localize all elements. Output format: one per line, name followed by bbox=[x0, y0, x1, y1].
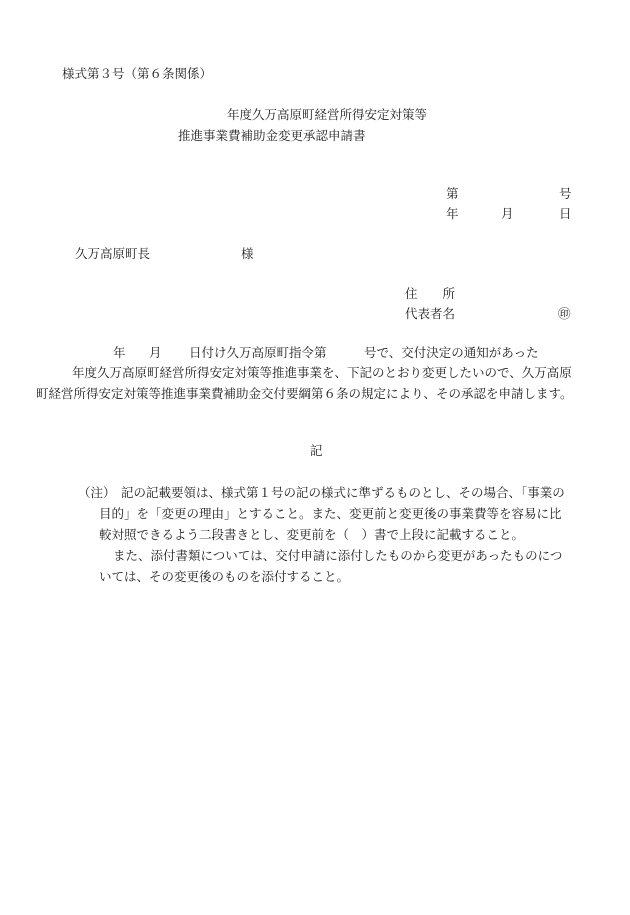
addressee-honorific: 様 bbox=[241, 246, 254, 261]
body-paragraph: 年度久万高原町経営所得安定対策等推進事業を、下記のとおり変更したいので、久万高原町経営所得安定対策等推進事業費補助金交付要綱第６条の規定により、その承認を申請します。 bbox=[36, 365, 573, 401]
date-year: 年 bbox=[446, 206, 459, 221]
doc-number-dai: 第 bbox=[446, 186, 459, 201]
note-line-5: いては、その変更後のものを添付すること。 bbox=[99, 569, 350, 584]
title-line-1: 年度久万高原町経営所得安定対策等 bbox=[227, 107, 428, 122]
note-line-1: 記の記載要領は、様式第１号の記の様式に準ずるものとし、その場合、「事業の bbox=[121, 485, 565, 500]
title-line-2: 推進事業費補助金変更承認申請書 bbox=[178, 128, 366, 143]
doc-number-go: 号 bbox=[559, 186, 572, 201]
body-year: 年 bbox=[113, 345, 126, 360]
note-line-2: 目的」を「変更の理由」とすること。また、変更前と変更後の事業費等を容易に比 bbox=[99, 506, 562, 521]
addressee-name: 久万高原町長 bbox=[75, 246, 151, 261]
note-line-4: また、添付書類については、交付申請に添付したものから変更があったものにつ bbox=[113, 548, 563, 563]
note-line-3: 較対照できるよう二段書きとし、変更前を（ ）書で上段に記載すること。 bbox=[99, 527, 525, 542]
date-day: 日 bbox=[559, 206, 572, 221]
ki-heading: 記 bbox=[310, 443, 323, 458]
body-month: 月 bbox=[149, 345, 162, 360]
applicant-rep-label: 代表者名 bbox=[405, 306, 456, 321]
applicant-address-label: 住 所 bbox=[405, 286, 456, 301]
date-month: 月 bbox=[501, 206, 514, 221]
body-line1-rest: 日付け久万高原町指令第 号で、交付決定の通知があった bbox=[189, 345, 539, 360]
seal-mark: ㊞ bbox=[558, 306, 571, 321]
form-number: 様式第３号（第６条関係） bbox=[62, 66, 213, 81]
note-label: （注） bbox=[78, 485, 116, 500]
